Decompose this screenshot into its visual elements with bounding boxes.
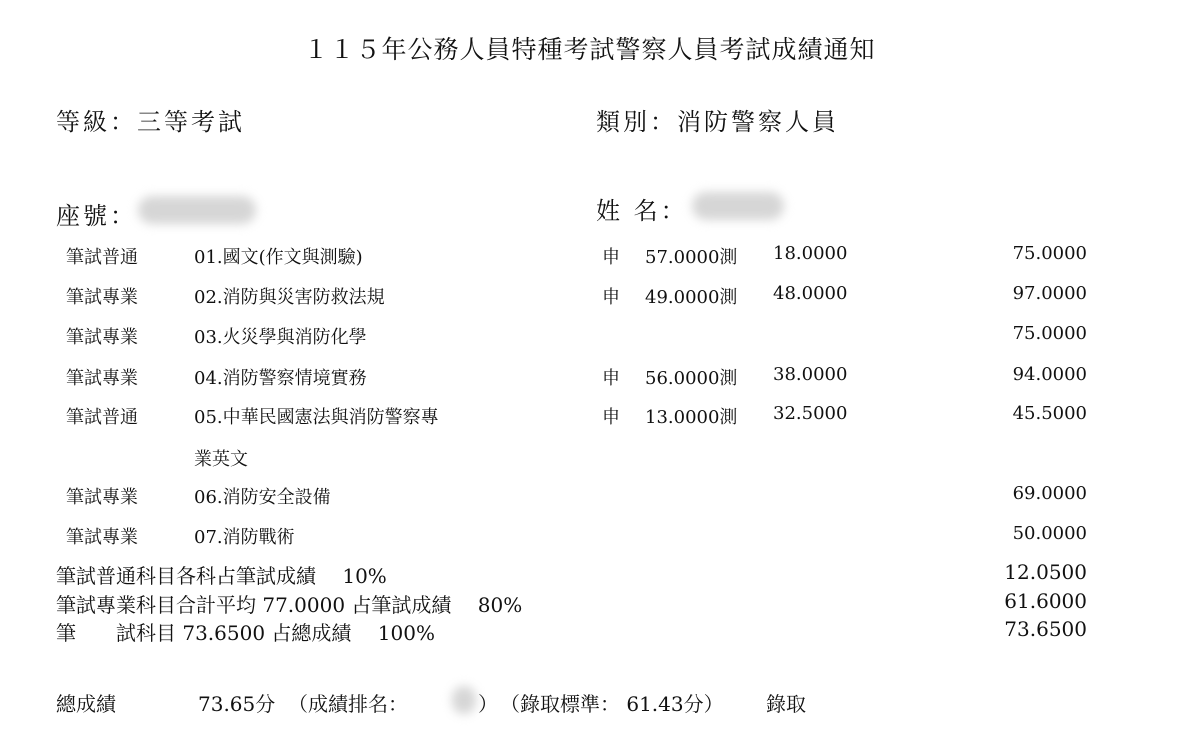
grade-value: 三等考試	[137, 108, 245, 136]
subject-score: 50.0000	[1012, 523, 1087, 544]
summary-score: 73.6500	[1004, 617, 1087, 641]
rank-close: ）	[478, 692, 498, 716]
subject-name: 06.消防安全設備	[194, 487, 331, 508]
subject-score: 94.0000	[1012, 364, 1087, 385]
subject-name: 02.消防與災害防救法規	[194, 287, 385, 308]
category-label: 類別：	[596, 108, 677, 136]
subject-category: 筆試專業	[66, 327, 138, 348]
written-score: 57.0000測	[645, 247, 738, 268]
written-marker: 申	[602, 368, 620, 389]
subject-score: 75.0000	[1012, 243, 1087, 264]
written-marker: 申	[602, 287, 620, 308]
written-marker: 申	[602, 247, 620, 268]
summary-text: 筆試專業科目合計平均 77.0000 占筆試成績 80%	[56, 593, 523, 617]
grade-label: 等級：	[56, 108, 137, 136]
written-score: 56.0000測	[645, 368, 738, 389]
total-score: 73.65分	[198, 692, 276, 716]
admission-criteria: （錄取標準： 61.43分）	[500, 692, 724, 716]
name-label: 姓 名：	[596, 197, 688, 225]
name-value-redacted	[692, 192, 784, 220]
test-score: 48.0000	[773, 283, 848, 304]
subject-category: 筆試專業	[66, 527, 138, 548]
rank-value-redacted	[452, 686, 476, 714]
summary-score: 12.0500	[1004, 560, 1087, 584]
total-label: 總成績	[56, 692, 116, 716]
subject-name: 01.國文(作文與測驗)	[194, 247, 363, 268]
subject-category: 筆試專業	[66, 487, 138, 508]
subject-name: 業英文	[194, 449, 248, 470]
summary-text: 筆試普通科目各科占筆試成績 10%	[56, 564, 387, 588]
subject-score: 97.0000	[1012, 283, 1087, 304]
subject-score: 75.0000	[1012, 323, 1087, 344]
subject-category: 筆試專業	[66, 287, 138, 308]
subject-score: 69.0000	[1012, 483, 1087, 504]
written-marker: 申	[602, 407, 620, 428]
test-score: 38.0000	[773, 364, 848, 385]
grade-field	[56, 102, 245, 137]
written-score: 13.0000測	[645, 407, 738, 428]
rank-open: （成績排名：	[288, 692, 408, 716]
summary-text: 筆 試科目 73.6500 占總成績 100%	[56, 621, 435, 645]
written-score: 49.0000測	[645, 287, 738, 308]
subject-category: 筆試普通	[66, 247, 138, 268]
test-score: 32.5000	[773, 403, 848, 424]
category-field	[596, 102, 839, 137]
subject-category: 筆試專業	[66, 368, 138, 389]
test-score: 18.0000	[773, 243, 848, 264]
subject-category: 筆試普通	[66, 407, 138, 428]
category-value: 消防警察人員	[677, 108, 839, 136]
summary-score: 61.6000	[1004, 589, 1087, 613]
seat-value-redacted	[138, 196, 256, 224]
subject-name: 04.消防警察情境實務	[194, 368, 367, 389]
subject-score: 45.5000	[1012, 403, 1087, 424]
subject-name: 03.火災學與消防化學	[194, 327, 367, 348]
admission-result: 錄取	[766, 692, 806, 716]
subject-name: 05.中華民國憲法與消防警察專	[194, 407, 439, 428]
seat-label: 座號：	[56, 202, 137, 230]
notice-title: １１５年公務人員特種考試警察人員考試成績通知	[303, 35, 876, 64]
subject-name: 07.消防戰術	[194, 527, 295, 548]
